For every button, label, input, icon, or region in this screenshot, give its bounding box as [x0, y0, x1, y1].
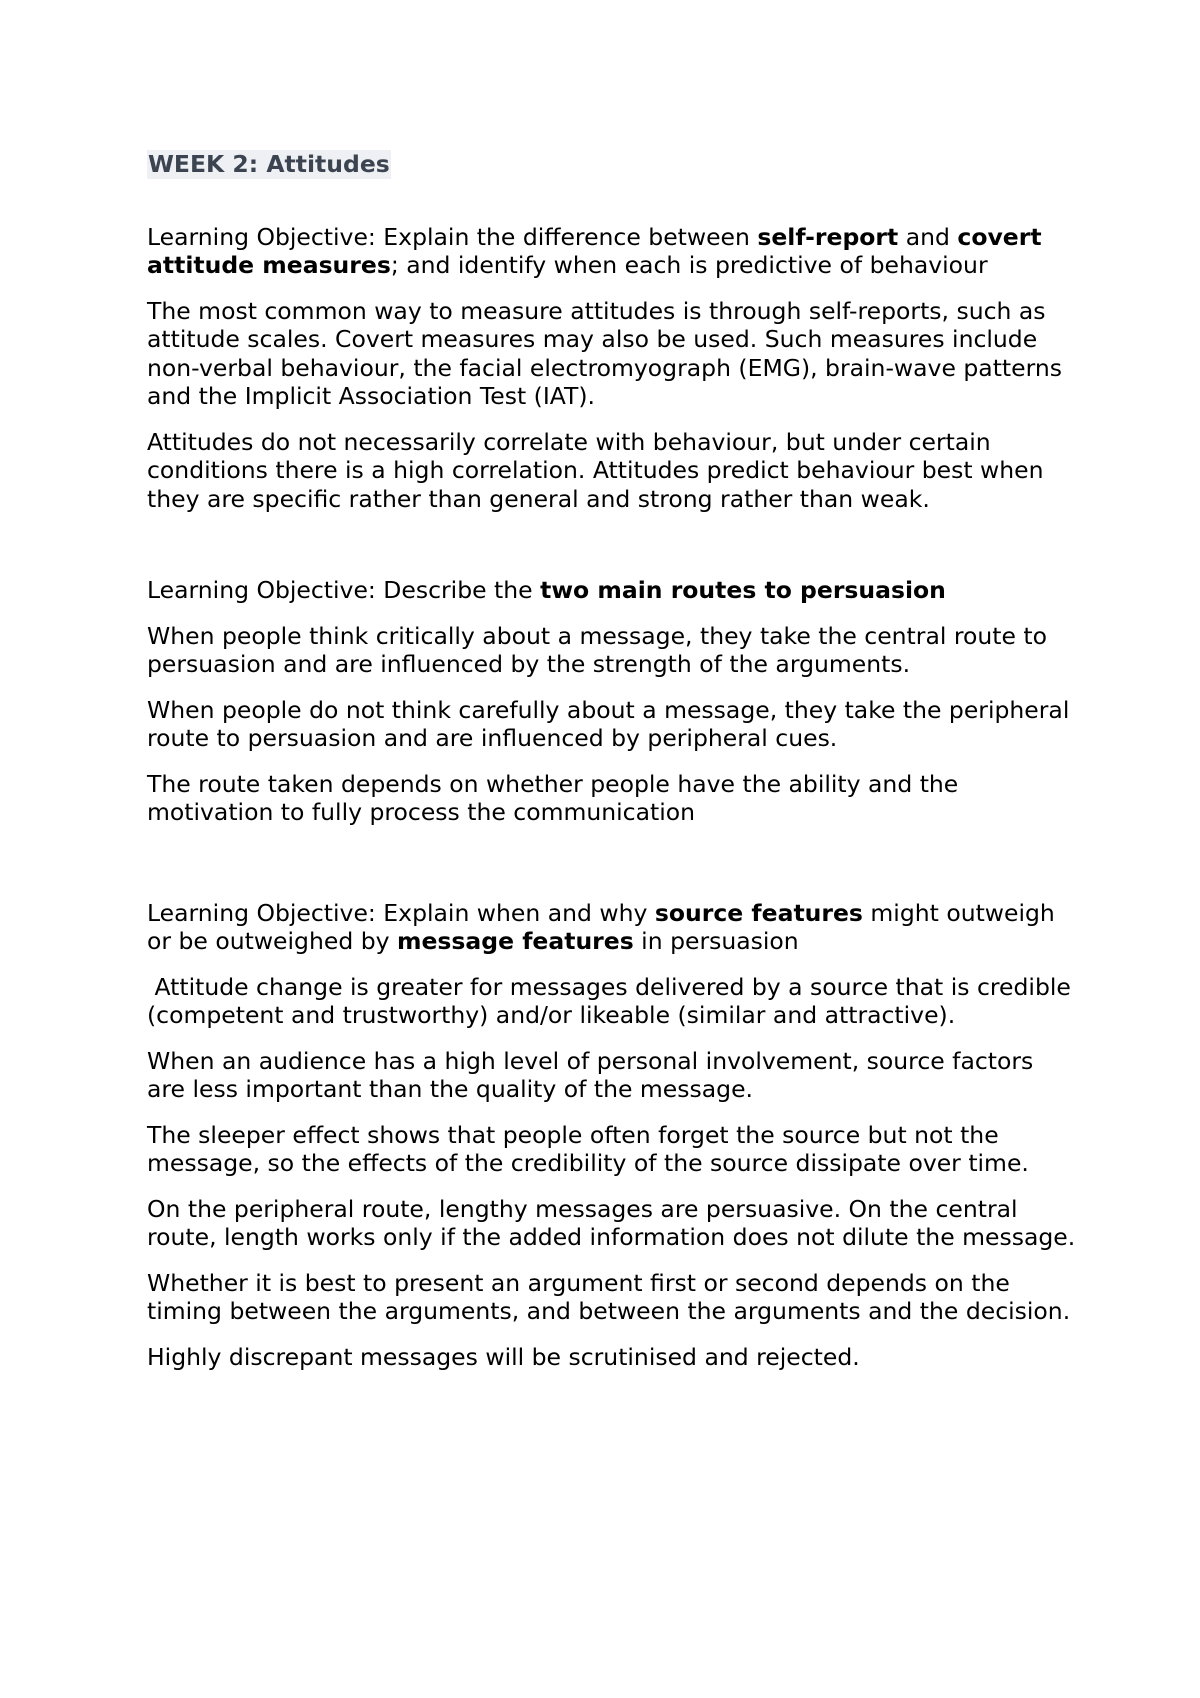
spacer [147, 530, 1077, 576]
section-source-message-features [147, 899, 1077, 1372]
section-routes-to-persuasion [147, 576, 1077, 827]
objective-keyword: covert attitude measures [147, 222, 1042, 279]
paragraph: When an audience has a high level of personal involvement, source factors are less important than the quality of the message. [147, 1046, 1034, 1103]
section-attitude-measures [147, 223, 1077, 514]
paragraph: Attitude change is greater for messages delivered by a source that is credible (competent and trustworthy) and/or likeable (similar and attractive). [147, 972, 1079, 1029]
paragraph: The sleeper effect shows that people often forget the source but not the message, so the effects of the credibility of the source dissipate over time. [147, 1120, 1029, 1177]
objective-keyword: self-report [757, 222, 899, 251]
learning-objective [147, 223, 1077, 280]
objective-prefix: Learning Objective: Explain when and why [147, 898, 655, 927]
paragraph: The route taken depends on whether people have the ability and the motivation to fully process the communication [147, 769, 959, 826]
objective-keyword: message features [397, 927, 634, 955]
learning-objective [147, 576, 1077, 605]
spacer [147, 844, 1077, 899]
paragraph: When people do not think carefully about a message, they take the peripheral route to persuasion and are influenced by peripheral cues. [147, 695, 1070, 752]
objective-prefix: Learning Objective: Describe the [147, 576, 541, 604]
spacer [147, 179, 1077, 223]
document-page [147, 150, 1077, 1388]
paragraph: Whether it is best to present an argument first or second depends on the timing between the arguments, and between the arguments and the decision. [147, 1268, 1071, 1325]
objective-prefix: Learning Objective: Explain the difference between [147, 222, 758, 251]
paragraph: When people think critically about a message, they take the central route to persuasion and are influenced by the strength of the arguments. [147, 621, 1047, 678]
objective-text: might outweigh or be outweighed by [147, 898, 1055, 955]
learning-objective [147, 899, 1077, 956]
objective-suffix: in persuasion [633, 927, 799, 955]
paragraph: On the peripheral route, lengthy messages are persuasive. On the central route, length works only if the added information does not dilute the message. [147, 1194, 1076, 1251]
objective-keyword: two main routes to persuasion [540, 576, 946, 604]
paragraph: Attitudes do not necessarily correlate with behaviour, but under certain conditions there is a high correlation. Attitudes predict behaviour best when they are specific rather than general and strong rather than weak. [147, 427, 1044, 513]
objective-suffix: ; and identify when each is predictive of behaviour [390, 251, 988, 279]
objective-text: and [898, 222, 958, 251]
document-title: WEEK 2: Attitudes [148, 150, 390, 178]
paragraph: The most common way to measure attitudes is through self-reports, such as attitude scales. Covert measures may also be used. Such measures include non-verbal behaviour, the facial electromyograph (EMG), brain-wave patterns and the Implicit Association Test (IAT). [147, 296, 1062, 410]
objective-keyword: source features [654, 898, 863, 927]
paragraph: Highly discrepant messages will be scrutinised and rejected. [147, 1342, 860, 1371]
